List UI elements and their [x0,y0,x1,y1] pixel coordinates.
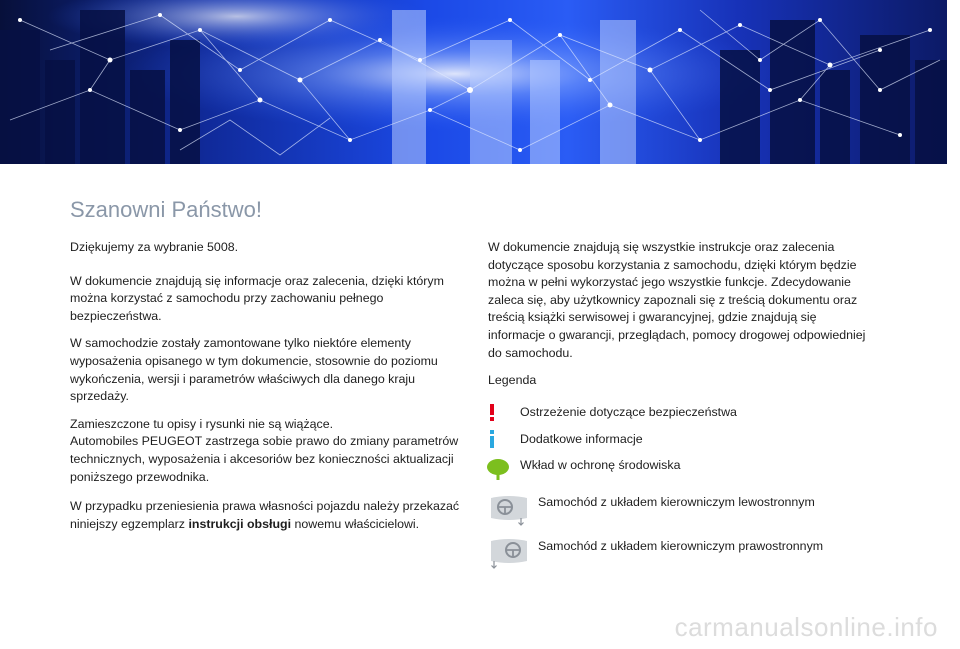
right-hand-drive-icon [488,537,530,571]
watermark-text: carmanualsonline.info [674,612,938,642]
header-banner-image [0,0,947,164]
documentation-paragraph: W dokumencie znajdują się wszystkie instrukcje oraz zalecenia dotyczące sposobu korzystania z samochodu, dzięki którym będzie można w pełni wykorzystać jego wszystkie funkcje. Zdecydowanie zaleca się, aby użytkownicy zapoznali się z treścią dokumentu oraz treścią książki serwisowej i gwarancyjnej, gdzie znajdują się informacje o gwarancji, przeglądach, pomocy drogowej odpowiedniej do samochodu. [488,240,866,360]
ownership-text-before: W przypadku przeniesienia prawa własności pojazdu należy przekazać niniejszy egzemplarz [70,499,460,531]
warning-icon [488,404,496,421]
network-city-illustration [0,0,947,164]
ownership-paragraph [70,498,460,533]
ownership-text-after: nowemu właścicielowi. [291,516,420,531]
manual-name-bold: instrukcji obsługi [188,516,292,531]
environment-tree-icon [486,458,510,480]
left-text-column [70,239,460,543]
disclaimer-paragraph [70,416,460,486]
disclaimer-line-2: Automobiles PEUGEOT zastrzega sobie prawo do zmiany parametrów technicznych, wyposażenia i akcesoriów bez konieczności aktualizacji poniższego przewodnika. [70,434,459,484]
legend-item-warning: Ostrzeżenie dotyczące bezpieczeństwa [520,405,737,419]
left-hand-drive-icon [488,494,530,528]
disclaimer-line-1: Zamieszczone tu opisy i rysunki nie są wiążące. [70,416,334,431]
intro-paragraph: Dziękujemy za wybranie 5008. [70,240,239,254]
legend-title: Legenda [488,373,537,387]
equipment-paragraph: W samochodzie zostały zamontowane tylko niektóre elementy wyposażenia opisanego w tym dokumencie, stosownie do poziomu wykończenia, wersji i parametrów właściwych dla danego kraju sprzedaży. [70,336,438,404]
info-icon [488,430,496,448]
right-text-column [488,239,868,372]
legend-item-right-hand-drive: Samochód z układem kierowniczym prawostronnym [538,539,824,553]
safety-paragraph: W dokumencie znajdują się informacje oraz zalecenia, dzięki którym można korzystać z samochodu przy zachowaniu pełnego bezpieczeństwa. [70,273,444,323]
page-title: Szanowni Państwo! [70,197,262,222]
legend-item-left-hand-drive: Samochód z układem kierowniczym lewostronnym [538,495,815,509]
legend-item-info: Dodatkowe informacje [520,432,643,446]
legend-item-environment: Wkład w ochronę środowiska [520,458,681,472]
